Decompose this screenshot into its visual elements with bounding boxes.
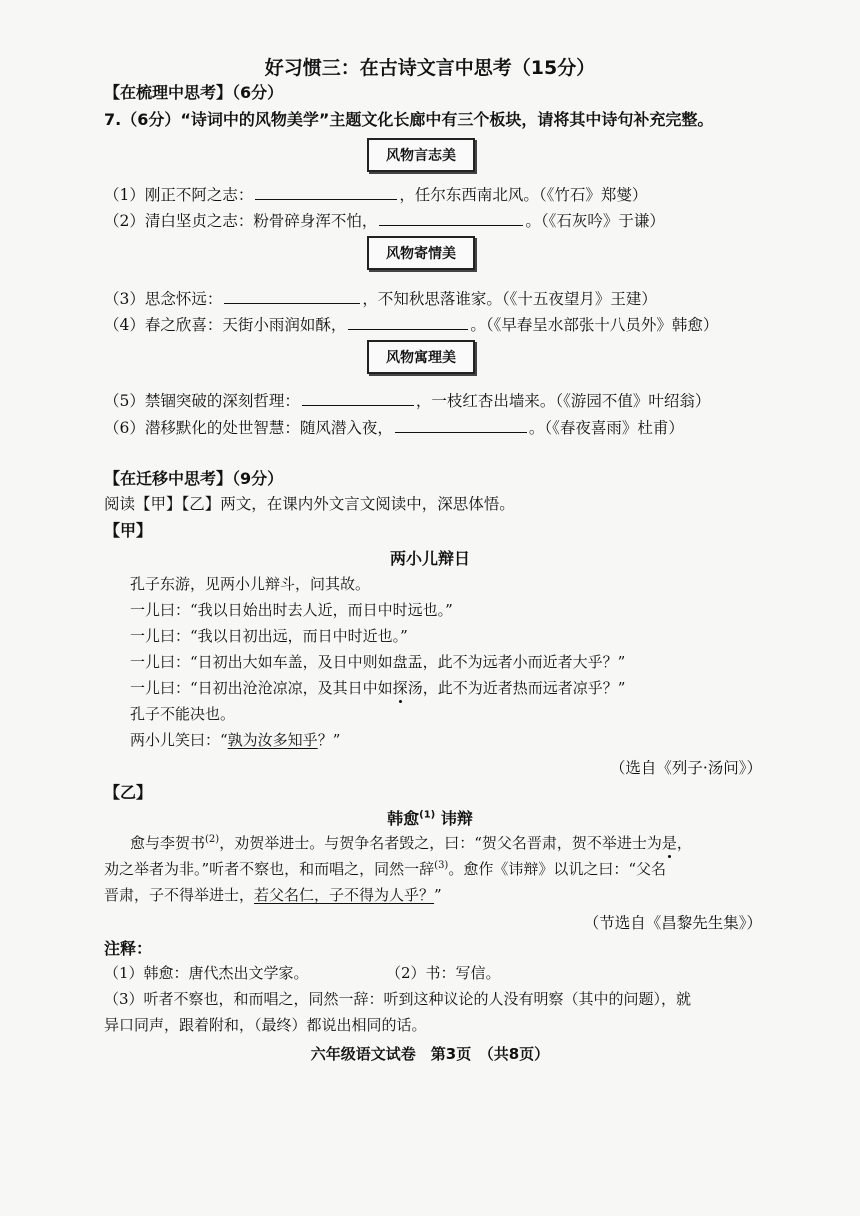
blank-5[interactable] — [302, 390, 414, 406]
page-title: 好习惯三：在古诗文言中思考（15分） — [264, 57, 596, 79]
blank-1[interactable] — [255, 184, 397, 200]
poem-line-1-suffix: ，任尔东西南北风。（《竹石》郑燮） — [399, 186, 648, 204]
section2-heading: 【在迁移中思考】（9分） — [104, 469, 284, 488]
poem-line-4 — [104, 313, 718, 335]
yi-p1-b: ，劝贺举进士。与贺争名者毁之，曰：“贺父名晋肃，贺不举进士为 — [219, 834, 662, 852]
poem-line-5 — [104, 389, 710, 411]
yi-title-author: 韩愈 — [387, 809, 420, 828]
jia-source: （选自《列子·汤问》） — [609, 759, 762, 777]
question-7: 7.（6分）“诗词中的风物美学”主题文化长廊中有三个板块，请将其中诗句补充完整。 — [104, 110, 714, 129]
poem-line-6 — [104, 416, 684, 438]
yi-title — [0, 806, 860, 829]
poem-line-2-suffix: 。（《石灰吟》于谦） — [525, 212, 665, 230]
yi-p2-a: 劝之举者为非。”听者不察也，和而唱之，同然一辞 — [104, 860, 435, 878]
poem-line-4-suffix: 。（《早春呈水部张十八员外》韩愈） — [470, 316, 719, 334]
jia-line-4: 一儿曰：“日初出大如车盖，及日中则如盘盂，此不为远者小而近者大乎？” — [130, 653, 626, 671]
poem-line-2 — [104, 209, 665, 231]
poem-line-6-suffix: 。（《春夜喜雨》杜甫） — [528, 419, 684, 437]
jia-line-5-a: 一儿曰：“日初出沧沧凉凉，及其日中如 — [130, 679, 393, 697]
poem-line-5-suffix: ，一枝红杏出墙来。（《游园不值》叶绍翁） — [415, 392, 711, 410]
jia-line-1: 孔子东游，见两小儿辩斗，问其故。 — [130, 575, 371, 593]
note-2: （2）书：写信。 — [386, 964, 501, 982]
jia-title: 两小儿辩日 — [389, 549, 470, 568]
section2-intro: 阅读【甲】【乙】两文，在课内外文言文阅读中，深思体悟。 — [104, 495, 515, 513]
jia-line-7-b: ？” — [317, 731, 341, 749]
yi-p2-b: 。愈作《讳辩》以讥之曰：“父名 — [448, 860, 667, 878]
blank-6[interactable] — [395, 417, 527, 433]
yi-p3-a: 晋肃，子不得举进士， — [104, 886, 255, 904]
poem-line-3-prefix: （3）思念怀远： — [104, 290, 223, 308]
blank-4[interactable] — [348, 314, 468, 330]
yi-para-line-3 — [104, 884, 442, 905]
jia-underlined-sentence: 孰为汝多知乎 — [227, 731, 318, 749]
note-3-line-2: 异口同声，跟着附和，（最终）都说出相同的话。 — [104, 1016, 427, 1034]
yi-para-line-2 — [104, 858, 666, 879]
yi-p3-b: ” — [434, 886, 442, 904]
yi-source: （节选自《昌黎先生集》） — [583, 914, 762, 932]
jia-label: 【甲】 — [104, 521, 153, 540]
yi-title-note-mark: (1) — [419, 809, 436, 821]
poem-line-3-suffix: ，不知秋思落谁家。（《十五夜望月》王建） — [362, 290, 657, 308]
yi-p1-a: 愈与李贺书 — [130, 834, 206, 852]
poem-line-3 — [104, 287, 657, 309]
notes-heading: 注释： — [104, 939, 153, 958]
poem-line-5-prefix: （5）禁锢突破的深刻哲理： — [104, 392, 300, 410]
blank-2[interactable] — [379, 210, 523, 226]
yi-underlined-sentence: 若父名仁，子不得为人乎？ — [254, 886, 435, 904]
jia-dotted-char: 探 — [392, 679, 408, 697]
board-box-2: 风物寄情美 — [367, 236, 475, 270]
yi-p2-note-mark: (3) — [434, 860, 449, 871]
poem-line-1 — [104, 183, 647, 205]
yi-p1-c: ， — [676, 834, 692, 852]
yi-title-name: 讳辩 — [435, 809, 473, 828]
yi-dotted-char: 是 — [661, 834, 677, 852]
jia-line-2: 一儿曰：“我以日始出时去人近，而日中时远也。” — [130, 601, 453, 619]
yi-label: 【乙】 — [104, 783, 153, 802]
yi-p1-note-mark: (2) — [205, 834, 220, 845]
poem-line-4-prefix: （4）春之欣喜：天街小雨润如酥， — [104, 316, 347, 334]
jia-line-3: 一儿曰：“我以日初出远，而日中时近也。” — [130, 627, 408, 645]
poem-line-1-prefix: （1）刚正不阿之志： — [104, 186, 254, 204]
jia-line-5-b: 汤，此不为近者热而远者凉乎？” — [407, 679, 626, 697]
yi-para-line-1 — [130, 832, 692, 853]
poem-line-2-prefix: （2）清白坚贞之志：粉骨碎身浑不怕， — [104, 212, 378, 230]
jia-line-5 — [130, 677, 625, 698]
board-box-3: 风物寓理美 — [367, 340, 475, 374]
section1-heading: 【在梳理中思考】（6分） — [104, 83, 284, 102]
page-footer: 六年级语文试卷 第3页 （共8页） — [310, 1045, 550, 1063]
note-1: （1）韩愈：唐代杰出文学家。 — [104, 964, 309, 982]
note-3-line-1: （3）听者不察也，和而唱之，同然一辞：听到这种议论的人没有明察（其中的问题），就 — [104, 990, 692, 1008]
blank-3[interactable] — [224, 288, 360, 304]
jia-line-7 — [130, 729, 340, 750]
poem-line-6-prefix: （6）潜移默化的处世智慧：随风潜入夜， — [104, 419, 393, 437]
jia-line-7-a: 两小儿笑曰：“ — [130, 731, 228, 749]
board-box-1: 风物言志美 — [367, 138, 475, 172]
jia-line-6: 孔子不能决也。 — [130, 705, 236, 723]
